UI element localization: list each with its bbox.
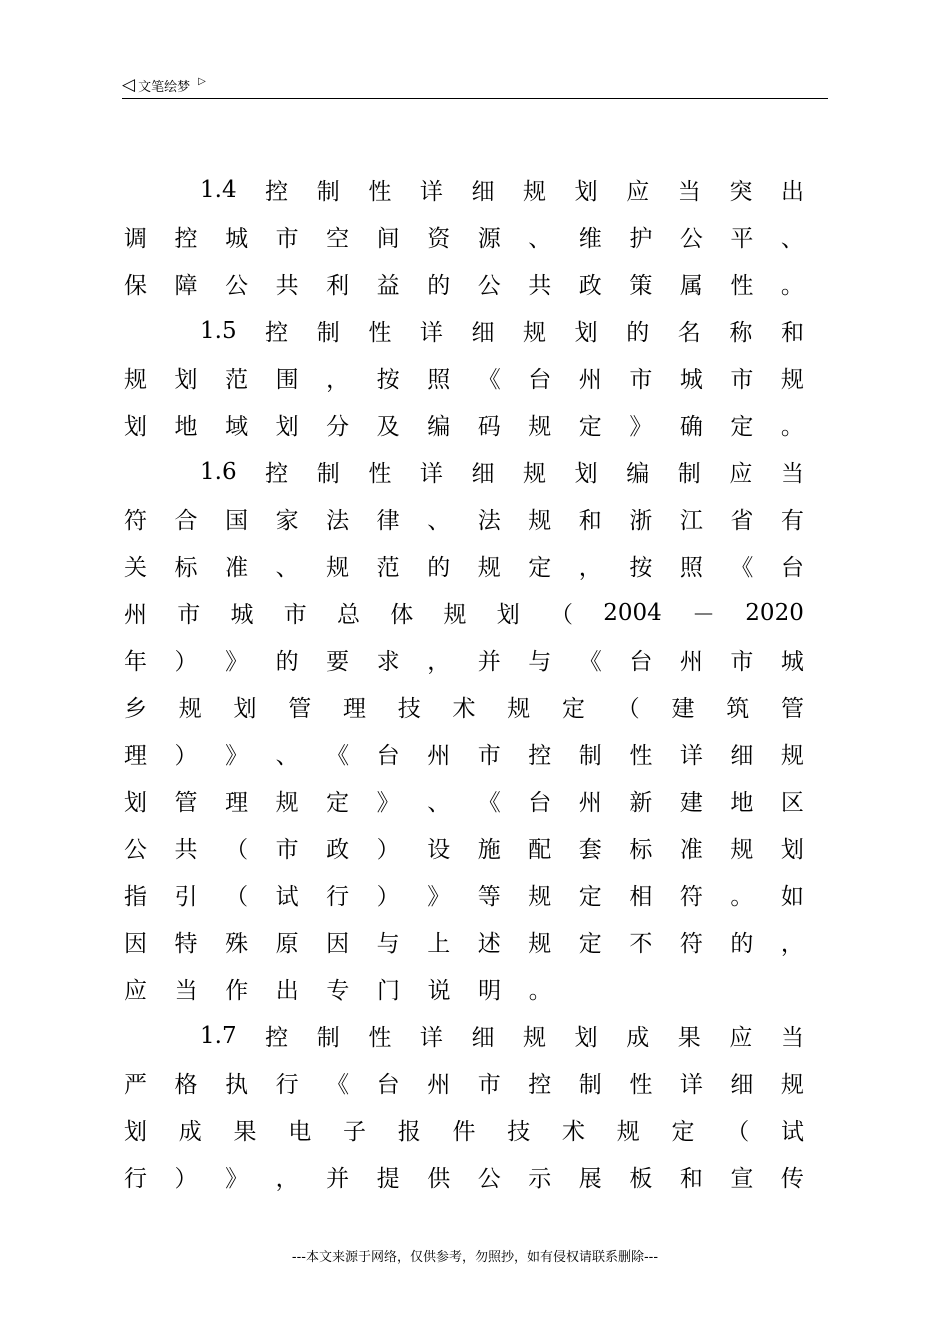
paragraph-line: 划 成 果 电 子 报 件 技 术 规 定 （ 试 — [124, 1119, 804, 1145]
triangle-right-icon: ▷ — [198, 76, 206, 87]
paragraph-line: 1.6 控 制 性 详 细 规 划 编 制 应 当 — [200, 458, 804, 487]
header-brand — [122, 74, 206, 96]
paragraph-line: 理 ） 》 、 《 台 州 市 控 制 性 详 细 规 — [124, 743, 804, 769]
paragraph-line: 行 ） 》 ， 并 提 供 公 示 展 板 和 宣 传 — [124, 1166, 804, 1192]
page-footer: ---本文来源于网络，仅供参考，勿照抄，如有侵权请联系删除--- — [291, 1250, 659, 1265]
paragraph-line: 划 管 理 规 定 》 、 《 台 州 新 建 地 区 — [124, 790, 804, 816]
header-brand-text: 文笔绘梦 — [138, 79, 191, 95]
page-header — [122, 74, 828, 99]
paragraph-line: 调 控 城 市 空 间 资 源 、 维 护 公 平 、 — [124, 226, 804, 252]
paragraph-line: 州 市 城 市 总 体 规 划 （ 2004 － 2020 — [124, 599, 804, 628]
paragraph-line: 应 当 作 出 专 门 说 明 。 — [124, 978, 552, 1004]
paragraph-line: 严 格 执 行 《 台 州 市 控 制 性 详 细 规 — [124, 1072, 804, 1098]
paragraph-line: 关 标 准 、 规 范 的 规 定 ， 按 照 《 台 — [124, 555, 804, 581]
paragraph-line: 公 共 （ 市 政 ） 设 施 配 套 标 准 规 划 — [124, 837, 804, 863]
triangle-left-icon: ◁ — [122, 74, 136, 95]
paragraph-line: 指 引 （ 试 行 ） 》 等 规 定 相 符 。 如 — [124, 884, 804, 910]
paragraph-line: 乡 规 划 管 理 技 术 规 定 （ 建 筑 管 — [124, 696, 804, 722]
paragraph-line: 年 ） 》 的 要 求 ， 并 与 《 台 州 市 城 — [124, 649, 804, 675]
paragraph-line: 划 地 域 划 分 及 编 码 规 定 》 确 定 。 — [124, 414, 804, 440]
document-body — [124, 166, 804, 1200]
paragraph-line: 因 特 殊 原 因 与 上 述 规 定 不 符 的 ， — [124, 931, 804, 957]
paragraph-line: 保 障 公 共 利 益 的 公 共 政 策 属 性 。 — [124, 273, 804, 299]
paragraph-line: 1.4 控 制 性 详 细 规 划 应 当 突 出 — [200, 176, 804, 205]
paragraph-line: 规 划 范 围 ， 按 照 《 台 州 市 城 市 规 — [124, 367, 804, 393]
paragraph-line: 1.5 控 制 性 详 细 规 划 的 名 称 和 — [200, 317, 804, 346]
paragraph-line: 符 合 国 家 法 律 、 法 规 和 浙 江 省 有 — [124, 508, 804, 534]
paragraph-line: 1.7 控 制 性 详 细 规 划 成 果 应 当 — [200, 1022, 804, 1051]
